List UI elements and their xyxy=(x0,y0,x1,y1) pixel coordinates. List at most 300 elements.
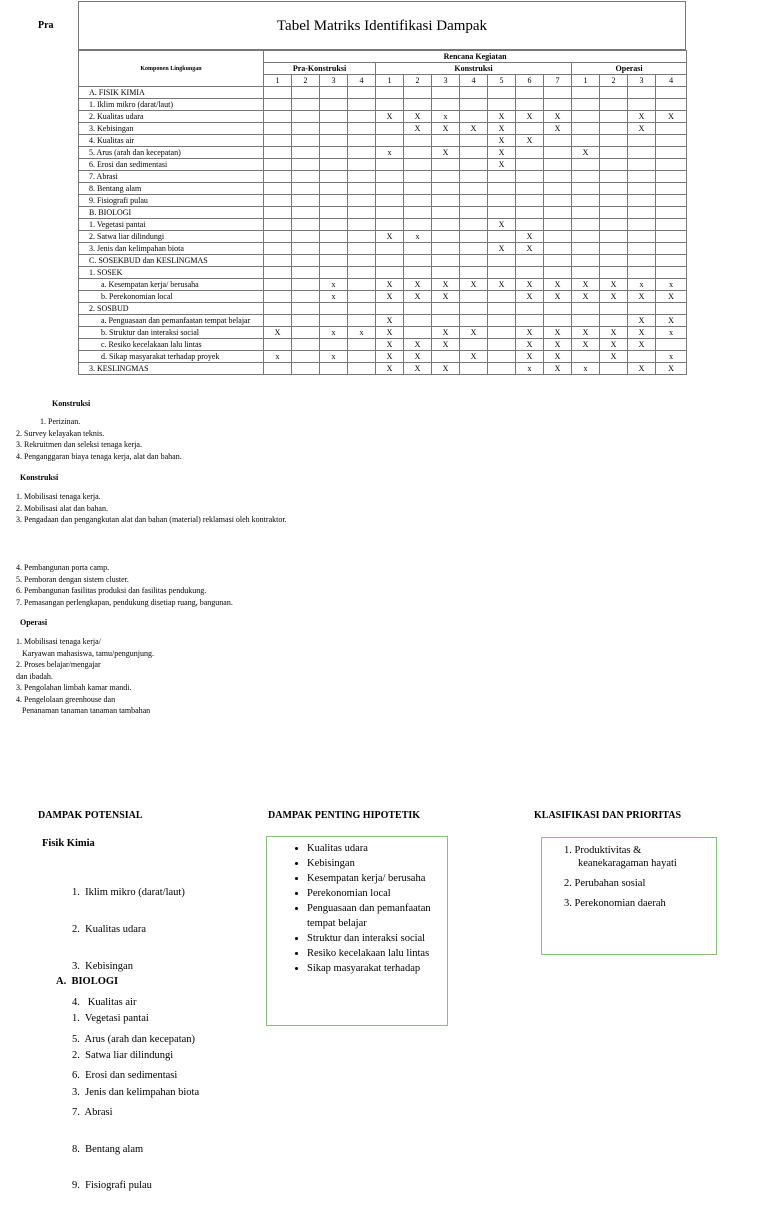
impact-cell xyxy=(320,315,348,327)
impact-cell xyxy=(376,159,404,171)
impact-cell xyxy=(320,111,348,123)
impact-cell xyxy=(432,195,460,207)
konstruksi-heading: Konstruksi xyxy=(20,473,59,482)
konstruksi-items-b xyxy=(16,562,233,608)
activity-number-6: 3 xyxy=(432,75,460,87)
impact-cell xyxy=(628,267,656,279)
table-row xyxy=(79,207,687,219)
row-label: 3. Kebisingan xyxy=(79,123,264,135)
impact-cell xyxy=(544,231,572,243)
impact-cell xyxy=(404,183,432,195)
impact-cell xyxy=(264,135,292,147)
list-item: 2. Satwa liar dilindungi xyxy=(72,1050,174,1062)
impact-cell xyxy=(516,315,544,327)
impact-cell xyxy=(376,171,404,183)
impact-cell xyxy=(656,339,687,351)
impact-cell xyxy=(376,219,404,231)
impact-cell: X xyxy=(460,279,488,291)
impact-cell xyxy=(376,243,404,255)
impact-cell: X xyxy=(600,351,628,363)
impact-cell xyxy=(572,87,600,99)
row-label: 2. SOSBUD xyxy=(79,303,264,315)
impact-cell xyxy=(348,135,376,147)
impact-cell xyxy=(264,147,292,159)
list-item: 4. Pembangunan porta camp. xyxy=(16,563,110,572)
impact-cell xyxy=(264,99,292,111)
impact-cell xyxy=(432,351,460,363)
impact-cell xyxy=(600,147,628,159)
impact-cell xyxy=(516,99,544,111)
impact-cell xyxy=(348,219,376,231)
impact-cell xyxy=(292,255,320,267)
table-row xyxy=(79,183,687,195)
impact-cell xyxy=(432,315,460,327)
komponen-header: Komponen Lingkungan xyxy=(79,51,264,87)
impact-cell xyxy=(432,87,460,99)
list-item: • Kualitas udara xyxy=(307,841,441,856)
table-row xyxy=(79,135,687,147)
impact-cell xyxy=(488,171,516,183)
row-label: d. Sikap masyarakat terhadap proyek xyxy=(79,351,264,363)
impact-cell xyxy=(432,255,460,267)
impact-cell xyxy=(292,171,320,183)
impact-cell xyxy=(460,147,488,159)
activity-number-10: 7 xyxy=(544,75,572,87)
impact-cell xyxy=(292,207,320,219)
impact-cell: X xyxy=(516,291,544,303)
impact-cell xyxy=(488,99,516,111)
impact-cell: X xyxy=(376,327,404,339)
list-item: Karyawan mahasiswa, tamu/pengunjung. xyxy=(16,648,154,658)
impact-cell: X xyxy=(376,231,404,243)
impact-cell: X xyxy=(516,339,544,351)
impact-cell xyxy=(488,87,516,99)
impact-cell xyxy=(516,255,544,267)
row-label: c. Resiko kecelakaan lalu lintas xyxy=(79,339,264,351)
impact-cell xyxy=(600,255,628,267)
impact-cell: X xyxy=(432,279,460,291)
impact-cell xyxy=(460,207,488,219)
impact-cell xyxy=(432,267,460,279)
impact-cell xyxy=(656,195,687,207)
impact-cell xyxy=(488,339,516,351)
impact-cell xyxy=(600,171,628,183)
impact-cell xyxy=(320,363,348,375)
table-row xyxy=(79,87,687,99)
impact-cell: X xyxy=(572,339,600,351)
pra-konstruksi-items xyxy=(16,416,182,462)
list-item: 1. Mobilisasi tenaga kerja/ xyxy=(16,637,101,646)
list-item: 6. Erosi dan sedimentasi xyxy=(72,1070,178,1082)
impact-cell xyxy=(376,303,404,315)
impact-cell xyxy=(460,291,488,303)
impact-cell xyxy=(348,123,376,135)
matrix-title: Tabel Matriks Identifikasi Dampak xyxy=(276,18,488,34)
impact-cell xyxy=(572,351,600,363)
impact-cell xyxy=(376,135,404,147)
impact-cell xyxy=(460,315,488,327)
activity-number-12: 2 xyxy=(600,75,628,87)
impact-cell: X xyxy=(544,339,572,351)
impact-cell: X xyxy=(488,219,516,231)
row-label: 1. Iklim mikro (darat/laut) xyxy=(79,99,264,111)
impact-cell xyxy=(460,99,488,111)
impact-cell xyxy=(320,159,348,171)
impact-cell xyxy=(264,363,292,375)
impact-cell xyxy=(600,99,628,111)
impact-cell xyxy=(292,111,320,123)
impact-cell xyxy=(460,135,488,147)
impact-cell: X xyxy=(404,123,432,135)
impact-cell xyxy=(656,243,687,255)
impact-cell: X xyxy=(544,123,572,135)
impact-cell xyxy=(516,195,544,207)
impact-cell xyxy=(656,231,687,243)
impact-cell xyxy=(292,219,320,231)
impact-cell xyxy=(348,243,376,255)
impact-cell xyxy=(572,111,600,123)
impact-cell xyxy=(404,219,432,231)
impact-cell xyxy=(320,255,348,267)
impact-cell xyxy=(292,135,320,147)
impact-cell xyxy=(656,135,687,147)
impact-cell: X xyxy=(404,111,432,123)
impact-cell xyxy=(544,99,572,111)
table-row xyxy=(79,111,687,123)
impact-cell xyxy=(460,267,488,279)
list-item: 2. Mobilisasi alat dan bahan. xyxy=(16,503,108,513)
row-label: C. SOSEKBUD dan KESLINGMAS xyxy=(79,255,264,267)
impact-cell: X xyxy=(544,351,572,363)
impact-cell xyxy=(544,303,572,315)
impact-cell xyxy=(600,123,628,135)
impact-cell: X xyxy=(516,351,544,363)
impact-cell: X xyxy=(376,363,404,375)
impact-cell xyxy=(656,207,687,219)
impact-cell xyxy=(544,207,572,219)
impact-cell xyxy=(628,255,656,267)
list-item: 3. Jenis dan kelimpahan biota xyxy=(72,1086,200,1098)
activity-number-8: 5 xyxy=(488,75,516,87)
impact-cell xyxy=(544,87,572,99)
table-row xyxy=(79,123,687,135)
activity-number-11: 1 xyxy=(572,75,600,87)
impact-cell xyxy=(516,87,544,99)
impact-cell xyxy=(656,159,687,171)
impact-cell: X xyxy=(376,351,404,363)
impact-cell xyxy=(264,267,292,279)
impact-cell xyxy=(544,243,572,255)
impact-cell xyxy=(320,195,348,207)
impact-cell: X xyxy=(572,291,600,303)
impact-cell xyxy=(320,339,348,351)
list-item: 1. Perizinan. xyxy=(40,417,81,426)
impact-cell xyxy=(600,363,628,375)
impact-cell xyxy=(404,255,432,267)
impact-cell xyxy=(600,219,628,231)
impact-cell: X xyxy=(404,351,432,363)
table-row xyxy=(79,339,687,351)
impact-cell xyxy=(600,159,628,171)
impact-cell: X xyxy=(488,159,516,171)
table-row xyxy=(79,327,687,339)
impact-cell: X xyxy=(376,339,404,351)
impact-cell xyxy=(656,99,687,111)
impact-cell xyxy=(572,303,600,315)
impact-cell: X xyxy=(516,111,544,123)
list-item: 5. Pemboran dengan sistem cluster. xyxy=(16,574,129,584)
row-label: 3. Jenis dan kelimpahan biota xyxy=(79,243,264,255)
impact-cell xyxy=(292,195,320,207)
impact-cell xyxy=(320,243,348,255)
impact-cell: x xyxy=(404,231,432,243)
list-item: 4. Pengelolaan greenhouse dan xyxy=(16,694,116,704)
impact-cell xyxy=(404,135,432,147)
impact-cell xyxy=(516,171,544,183)
impact-cell xyxy=(348,231,376,243)
impact-cell xyxy=(572,315,600,327)
impact-cell xyxy=(628,207,656,219)
impact-cell xyxy=(488,183,516,195)
impact-cell xyxy=(292,159,320,171)
impact-cell xyxy=(348,303,376,315)
row-label: b. Struktur dan interaksi social xyxy=(79,327,264,339)
impact-cell xyxy=(348,267,376,279)
operasi-items xyxy=(16,636,154,717)
impact-cell xyxy=(264,195,292,207)
impact-cell: X xyxy=(432,363,460,375)
row-label: 1. SOSEK xyxy=(79,267,264,279)
impact-cell xyxy=(320,303,348,315)
list-item: 2. Perubahan sosial xyxy=(564,878,646,889)
list-item: 7. Abrasi xyxy=(72,1107,113,1119)
impact-cell xyxy=(516,219,544,231)
impact-cell xyxy=(432,135,460,147)
impact-cell xyxy=(348,291,376,303)
activity-number-14: 4 xyxy=(656,75,687,87)
phase-konstruksi: Konstruksi xyxy=(376,63,572,75)
rencana-header: Rencana Kegiatan xyxy=(264,51,687,63)
row-label: b. Perekonomian local xyxy=(79,291,264,303)
impact-cell xyxy=(404,99,432,111)
activity-number-4: 1 xyxy=(376,75,404,87)
impact-cell xyxy=(432,303,460,315)
impact-cell xyxy=(292,351,320,363)
impact-cell: x xyxy=(348,327,376,339)
impact-cell xyxy=(628,351,656,363)
row-label: 1. Vegetasi pantai xyxy=(79,219,264,231)
impact-cell: X xyxy=(460,327,488,339)
impact-cell xyxy=(628,171,656,183)
impact-cell: X xyxy=(460,351,488,363)
list-item: 2. Kualitas udara xyxy=(72,924,147,936)
impact-cell xyxy=(320,207,348,219)
impact-cell xyxy=(628,243,656,255)
impact-cell xyxy=(264,231,292,243)
impact-cell xyxy=(404,159,432,171)
impact-cell xyxy=(264,111,292,123)
impact-cell xyxy=(292,291,320,303)
impact-cell: X xyxy=(600,327,628,339)
impact-cell xyxy=(404,147,432,159)
impact-cell xyxy=(292,339,320,351)
impact-cell xyxy=(600,207,628,219)
list-item: dan ibadah. xyxy=(16,671,53,681)
impact-cell xyxy=(656,255,687,267)
impact-cell: X xyxy=(544,327,572,339)
row-label: 4. Kualitas air xyxy=(79,135,264,147)
impact-cell: X xyxy=(544,291,572,303)
impact-cell: X xyxy=(656,291,687,303)
impact-cell xyxy=(460,111,488,123)
activity-number-7: 4 xyxy=(460,75,488,87)
list-item: 7. Pemasangan perlengkapan, pendukung disetiap ruang, bangunan. xyxy=(16,597,233,607)
impact-cell: X xyxy=(488,111,516,123)
impact-cell xyxy=(600,183,628,195)
impact-cell xyxy=(656,219,687,231)
impact-cell xyxy=(376,99,404,111)
impact-cell: X xyxy=(516,135,544,147)
impact-cell xyxy=(544,147,572,159)
table-row xyxy=(79,351,687,363)
impact-cell xyxy=(264,303,292,315)
impact-cell xyxy=(432,207,460,219)
row-label: 2. Satwa liar dilindungi xyxy=(79,231,264,243)
impact-cell: X xyxy=(488,279,516,291)
row-label: 6. Erosi dan sedimentasi xyxy=(79,159,264,171)
table-row xyxy=(79,255,687,267)
impact-cell xyxy=(488,267,516,279)
impact-cell xyxy=(572,219,600,231)
table-row xyxy=(79,99,687,111)
impact-cell: x xyxy=(320,351,348,363)
list-item: • Perekonomian local xyxy=(307,886,441,901)
impact-cell xyxy=(572,231,600,243)
impact-cell xyxy=(544,255,572,267)
impact-cell: X xyxy=(376,279,404,291)
impact-cell xyxy=(460,231,488,243)
impact-cell: X xyxy=(656,111,687,123)
impact-cell: x xyxy=(516,363,544,375)
impact-cell xyxy=(348,87,376,99)
impact-cell xyxy=(600,111,628,123)
impact-cell xyxy=(572,195,600,207)
table-row xyxy=(79,159,687,171)
impact-cell xyxy=(264,183,292,195)
impact-cell xyxy=(320,171,348,183)
row-label: 7. Abrasi xyxy=(79,171,264,183)
activity-number-9: 6 xyxy=(516,75,544,87)
row-label: 5. Arus (arah dan kecepatan) xyxy=(79,147,264,159)
impact-cell: X xyxy=(516,327,544,339)
impact-matrix-table xyxy=(78,50,687,375)
row-label: 3. KESLINGMAS xyxy=(79,363,264,375)
list-item: 1. Produktivitas & keanekaragaman hayati xyxy=(564,845,677,869)
impact-cell xyxy=(544,171,572,183)
activity-number-2: 3 xyxy=(320,75,348,87)
impact-cell xyxy=(460,171,488,183)
table-row xyxy=(79,231,687,243)
impact-cell xyxy=(460,339,488,351)
list-item: 8. Bentang alam xyxy=(72,1143,144,1155)
impact-cell xyxy=(376,255,404,267)
impact-cell xyxy=(488,255,516,267)
row-label: B. BIOLOGI xyxy=(79,207,264,219)
row-label: 2. Kualitas udara xyxy=(79,111,264,123)
impact-cell xyxy=(572,243,600,255)
impact-cell xyxy=(488,351,516,363)
impact-cell: x xyxy=(628,279,656,291)
list-item: 1. Vegetasi pantai xyxy=(72,1013,149,1025)
impact-cell: x xyxy=(320,279,348,291)
impact-cell xyxy=(348,171,376,183)
impact-cell xyxy=(404,243,432,255)
impact-cell xyxy=(488,315,516,327)
impact-cell xyxy=(404,315,432,327)
impact-cell xyxy=(348,99,376,111)
impact-cell xyxy=(656,267,687,279)
impact-cell xyxy=(264,87,292,99)
impact-cell xyxy=(320,147,348,159)
impact-cell xyxy=(292,267,320,279)
impact-cell: x xyxy=(656,351,687,363)
impact-cell xyxy=(292,99,320,111)
impact-cell xyxy=(264,255,292,267)
impact-cell: X xyxy=(376,291,404,303)
impact-cell xyxy=(264,279,292,291)
impact-cell xyxy=(628,135,656,147)
impact-cell xyxy=(600,315,628,327)
impact-cell: X xyxy=(404,291,432,303)
impact-cell: X xyxy=(628,123,656,135)
activity-number-0: 1 xyxy=(264,75,292,87)
impact-cell xyxy=(348,159,376,171)
impact-cell: X xyxy=(544,111,572,123)
pra-label: Pra xyxy=(38,20,54,31)
impact-cell xyxy=(628,231,656,243)
impact-cell: X xyxy=(628,339,656,351)
impact-cell xyxy=(572,171,600,183)
impact-cell xyxy=(404,171,432,183)
impact-cell xyxy=(600,135,628,147)
list-item: 3. Pengadaan dan pengangkutan alat dan bahan (material) reklamasi oleh kontraktor. xyxy=(16,515,287,524)
impact-cell xyxy=(656,183,687,195)
impact-cell xyxy=(628,99,656,111)
impact-cell xyxy=(460,363,488,375)
impact-cell xyxy=(460,87,488,99)
impact-cell: X xyxy=(488,123,516,135)
impact-cell xyxy=(320,231,348,243)
impact-cell: X xyxy=(432,123,460,135)
impact-cell xyxy=(460,255,488,267)
impact-cell xyxy=(460,183,488,195)
fisik-kimia-subheading: Fisik Kimia xyxy=(42,838,95,849)
list-item: • Kebisingan xyxy=(307,856,441,871)
impact-cell xyxy=(292,303,320,315)
table-row xyxy=(79,195,687,207)
impact-cell xyxy=(572,99,600,111)
impact-cell xyxy=(656,147,687,159)
table-row xyxy=(79,291,687,303)
impact-cell: X xyxy=(404,339,432,351)
phase-pra-konstruksi: Pra-Konstruksi xyxy=(264,63,376,75)
impact-cell: X xyxy=(600,339,628,351)
konstruksi-items-a xyxy=(16,491,287,526)
list-item: 9. Fisiografi pulau xyxy=(72,1180,152,1192)
impact-cell xyxy=(628,87,656,99)
impact-cell xyxy=(404,327,432,339)
activity-number-13: 3 xyxy=(628,75,656,87)
